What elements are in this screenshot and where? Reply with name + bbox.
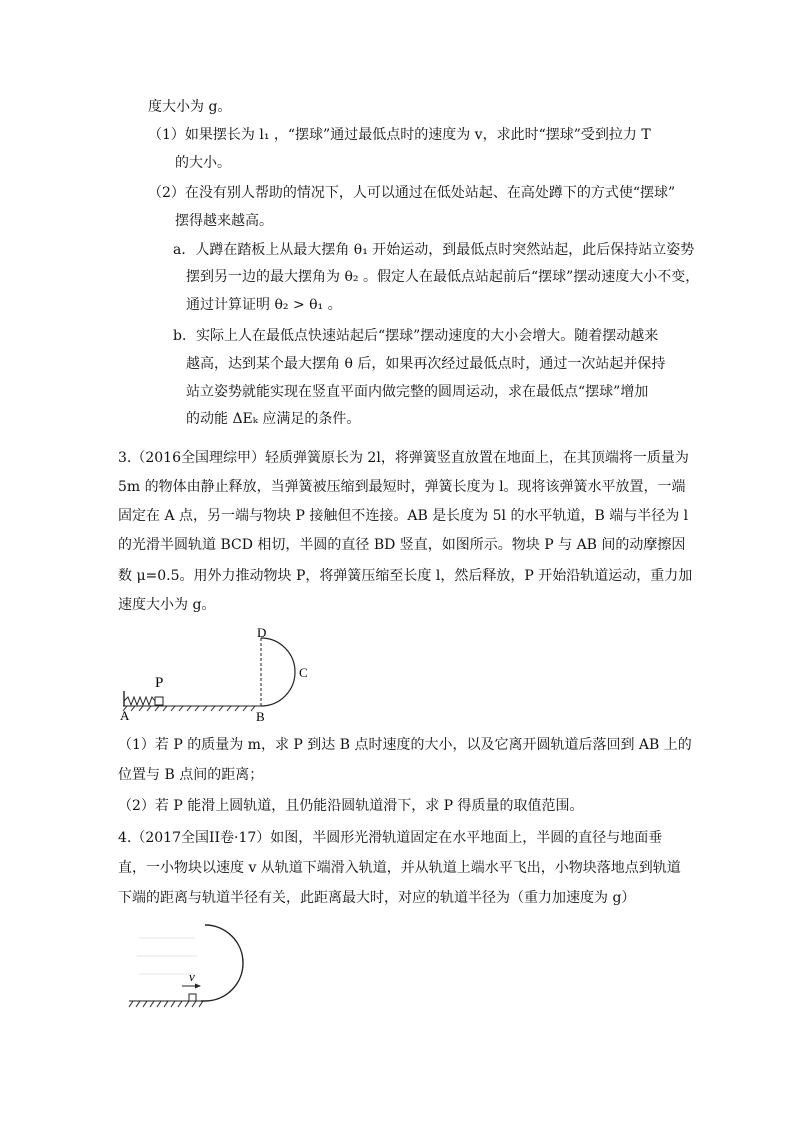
q2-part1-line1: （1）如果摆长为 l₁ ，“摆球”通过最低点时的速度为 v，求此时“摆球”受到拉力 T — [148, 127, 651, 143]
label-p: P — [155, 675, 164, 691]
label-b: B — [256, 709, 265, 724]
q3-line2: 5m 的物体由静止释放，当弹簧被压缩到最短时，弹簧长度为 l。现将该弹簧水平放置，一端 — [118, 479, 686, 495]
q2-b-line4: 的动能 ΔEₖ 应满足的条件。 — [186, 411, 361, 427]
q2-b-line1: b．实际上人在最低点快速站起后“摆球”摆动速度的大小会增大。随着摆动越来 — [173, 328, 659, 344]
q3-line1: 3.（2016全国理综甲）轻质弹簧原长为 2l，将弹簧竖直放置在地面上，在其顶端将一质量为 — [118, 450, 689, 466]
q3-sub1-line1: （1）若 P 的质量为 m，求 P 到达 B 点时速度的大小，以及它离开圆轨道后落回到 AB 上的 — [118, 737, 692, 753]
spring — [124, 697, 155, 705]
semicircle-track — [201, 925, 243, 1001]
q3-track-figure — [115, 625, 315, 725]
label-a: A — [120, 708, 130, 723]
q3-line3: 固定在 A 点，另一端与物块 P 接触但不连接。AB 是长度为 5l 的水平轨道，B 端与半径为 l — [118, 508, 689, 524]
q3-sub2-line1: （2）若 P 能滑上圆轨道，且仍能沿圆轨道滑下，求 P 得质量的取值范围。 — [118, 798, 584, 814]
label-v: v — [189, 969, 195, 984]
q2-a-line2: 摆到另一边的最大摆角为 θ₂ 。假定人在最低点站起前后“摆球”摆动速度大小不变， — [186, 269, 700, 285]
q4-line3: 下端的距离与轨道半径有关，此距离最大时，对应的轨道半径为（重力加速度为 g） — [118, 890, 636, 906]
q3-sub1-line2: 位置与 B 点间的距离； — [118, 767, 264, 783]
intro-line: 度大小为 g。 — [148, 99, 232, 115]
q4-line1: 4.（2017全国II卷·17）如图，半圆形光滑轨道固定在水平地面上，半圆的直径与地面垂 — [118, 830, 663, 846]
q3-line6: 速度大小为 g。 — [118, 597, 216, 613]
arrow-head-icon — [195, 984, 201, 989]
q2-a-line1: a．人蹲在踏板上从最大摆角 θ₁ 开始运动，到最低点时突然站起，此后保持站立姿势 — [173, 242, 695, 258]
q3-line5: 数 μ=0.5。用外力推动物块 P，将弹簧压缩至长度 l，然后释放，P 开始沿轨道运动，重力加 — [118, 568, 693, 584]
q4-track-figure — [125, 918, 265, 1018]
q2-b-line3: 站立姿势就能实现在竖直平面内做完整的圆周运动，求在最低点“摆球”增加 — [186, 384, 649, 400]
label-d: D — [257, 625, 267, 640]
q2-part2-line1: （2）在没有别人帮助的情况下，人可以通过在低处站起、在高处蹲下的方式使“摆球” — [148, 185, 676, 201]
q4-line2: 直，一小物块以速度 v 从轨道下端滑入轨道，并从轨道上端水平飞出，小物块落地点到轨道 — [118, 860, 681, 876]
faint-background — [137, 938, 197, 974]
q2-part1-line2: 的大小。 — [175, 155, 231, 171]
q3-line4: 的光滑半圆轨道 BCD 相切，半圆的直径 BD 竖直，如图所示。物块 P 与 AB 间的动摩擦因 — [118, 537, 686, 553]
block-p — [155, 697, 163, 705]
small-block — [189, 994, 196, 1001]
ground-hatch — [123, 706, 261, 711]
ground-hatch — [129, 1001, 207, 1007]
q2-part2-line2: 摆得越来越高。 — [175, 213, 273, 229]
q2-b-line2: 越高，达到某个最大摆角 θ 后，如果再次经过最低点时，通过一次站起并保持 — [186, 356, 666, 372]
semicircle-track — [261, 638, 295, 706]
label-c: C — [299, 665, 308, 680]
q2-a-line3: 通过计算证明 θ₂ > θ₁ 。 — [186, 297, 342, 313]
